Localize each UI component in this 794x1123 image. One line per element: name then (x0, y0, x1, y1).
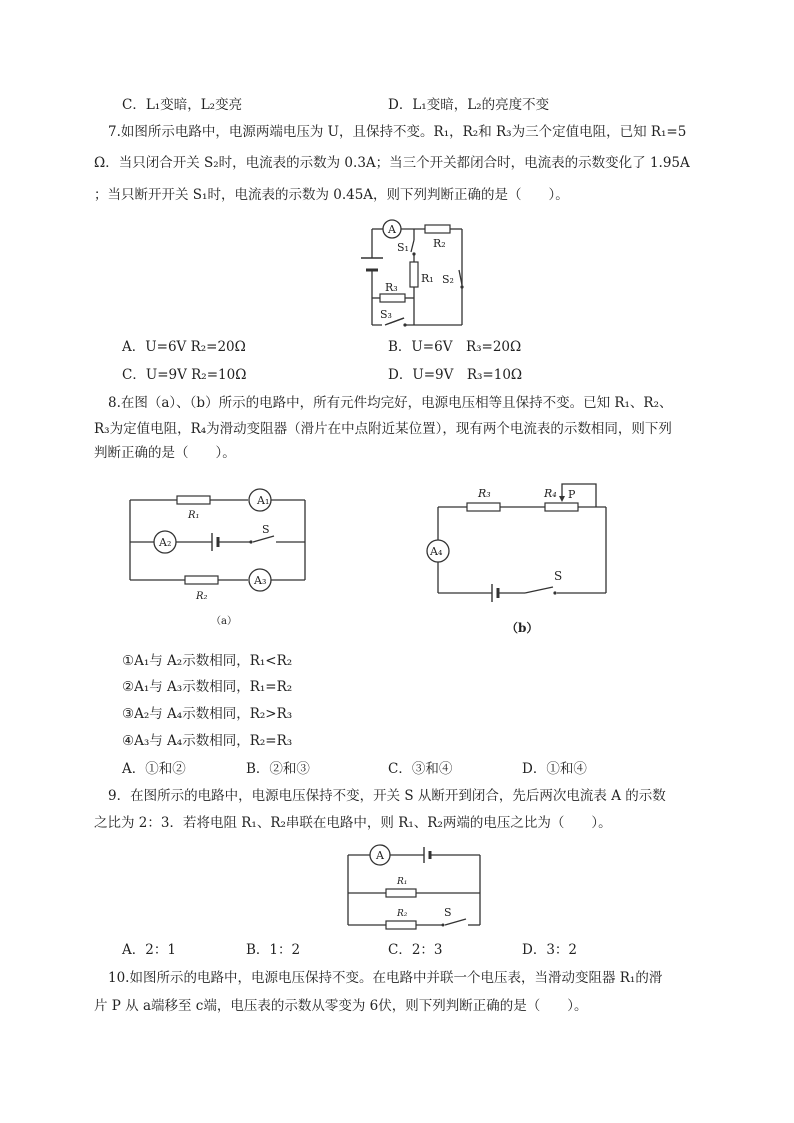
q9-option-b: B．1：2 (246, 942, 301, 958)
q8a-a3-label: A₃ (254, 574, 267, 587)
q9-ammeter-label: A (376, 849, 384, 862)
q9-stem-line2: 之比为 2：3．若将电阻 R₁、R₂串联在电路中，则 R₁、R₂两端的电压之比为（ ）。 (94, 815, 612, 831)
q7-r2-label: R₂ (433, 237, 446, 250)
q7-stem-line3: ；当只断开开关 S₁时，电流表的示数为 0.45A，则下列判断正确的是（ ）。 (94, 187, 569, 203)
q8a-a2-label: A₂ (159, 536, 172, 549)
q7-option-d: D．U=9V R₃=10Ω (388, 367, 523, 383)
q8-statement-3: ③A₂与 A₄示数相同，R₂>R₃ (122, 706, 293, 722)
q10-stem-line2: 片 P 从 a端移至 c端，电压表的示数从零变为 6伏，则下列判断正确的是（ ）。 (94, 998, 588, 1014)
q10-stem-line1: 10.如图所示的电路中，电源电压保持不变。在电路中并联一个电压表，当滑动变阻器 R₁的滑 (108, 970, 663, 986)
q8b-p-label: P (568, 488, 576, 501)
q8b-r3-label: R₃ (478, 487, 491, 500)
q7-option-a: A．U=6V R₂=20Ω (122, 339, 246, 355)
q7-s3-label: S₃ (380, 308, 392, 321)
q9-s-label: S (444, 906, 452, 919)
q7-r3-label: R₃ (385, 281, 398, 294)
q8a-a1-label: A₁ (257, 494, 270, 507)
q7-r1-label: R₁ (421, 272, 434, 285)
q7-option-c: C．U=9V R₂=10Ω (122, 367, 247, 383)
q8-option-b: B．②和③ (246, 761, 310, 777)
q8-stem-line1: 8.在图（a）、（b）所示的电路中，所有元件均完好，电源电压相等且保持不变。已知 R₁、R₂、 (108, 395, 673, 411)
q8-stem-line3: 判断正确的是（ ）。 (94, 445, 236, 461)
q8-stem-line2: R₃为定值电阻，R₄为滑动变阻器（滑片在中点附近某位置），现有两个电流表的示数相同，则下列 (94, 421, 672, 437)
q9-r2-label: R₂ (397, 909, 408, 919)
q6-option-d: D．L₁变暗，L₂的亮度不变 (388, 97, 550, 113)
q8-option-c: C．③和④ (388, 761, 453, 777)
q8b-s-label: S (554, 569, 563, 583)
q7-option-b: B．U=6V R₃=20Ω (388, 339, 522, 355)
q8a-caption: （a） (211, 616, 237, 627)
q9-option-a: A．2：1 (122, 942, 176, 958)
q7-ammeter-label: A (388, 223, 396, 236)
q7-s2-label: S₂ (442, 273, 454, 286)
q8-option-d: D．①和④ (522, 761, 587, 777)
q8a-r2-label: R₂ (196, 591, 208, 602)
q6-option-c: C．L₁变暗，L₂变亮 (122, 97, 243, 113)
q8-statement-1: ①A₁与 A₂示数相同，R₁<R₂ (122, 653, 293, 669)
q8a-s-label: S (262, 523, 270, 536)
q9-option-c: C．2：3 (388, 942, 443, 958)
q8b-caption: （b） (506, 621, 539, 635)
q7-stem-line2: Ω．当只闭合开关 S₂时，电流表的示数为 0.3A；当三个开关都闭合时，电流表的示数变化了 1.95A (94, 155, 690, 171)
q8b-a4-label: A₄ (430, 545, 443, 558)
q8-statement-2: ②A₁与 A₃示数相同，R₁=R₂ (122, 679, 293, 695)
q9-r1-label: R₁ (397, 877, 408, 887)
q7-stem-line1: 7.如图所示电路中，电源两端电压为 U，且保持不变。R₁，R₂和 R₃为三个定值电阻，已知 R₁=5 (108, 124, 687, 140)
q7-s1-label: S₁ (397, 241, 409, 254)
q9-option-d: D．3：2 (522, 942, 578, 958)
q8-option-a: A．①和② (122, 761, 186, 777)
q8-statement-4: ④A₃与 A₄示数相同，R₂=R₃ (122, 733, 293, 749)
q8a-r1-label: R₁ (188, 510, 200, 521)
q8b-r4-label: R₄ (544, 487, 557, 500)
q9-stem-line1: 9．在图所示的电路中，电源电压保持不变，开关 S 从断开到闭合，先后两次电流表 A 的示数 (108, 788, 666, 804)
